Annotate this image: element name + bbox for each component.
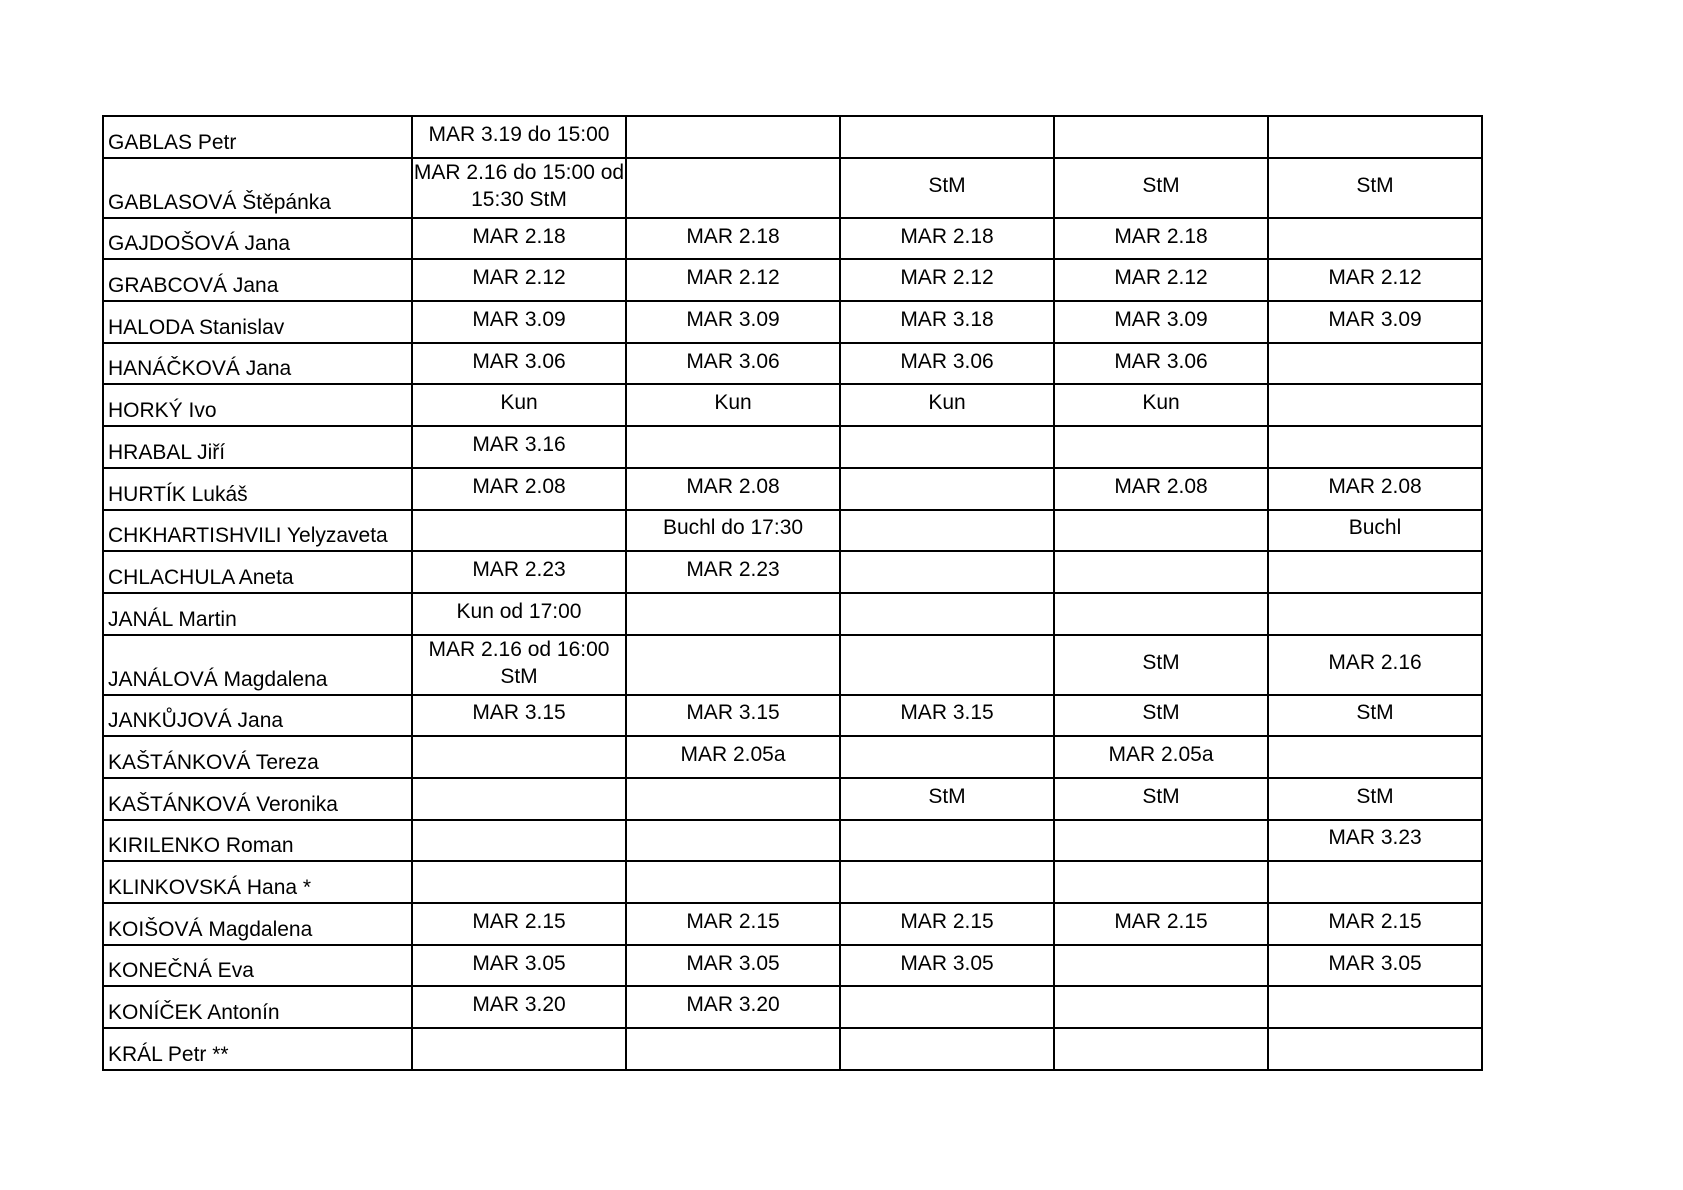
schedule-cell: MAR 2.16 od 16:00 StM <box>412 635 626 695</box>
person-name: GABLASOVÁ Štěpánka <box>103 158 412 218</box>
schedule-cell: MAR 3.05 <box>1268 945 1482 987</box>
schedule-cell: MAR 2.05a <box>1054 736 1268 778</box>
schedule-cell: Buchl <box>1268 510 1482 552</box>
schedule-cell: MAR 2.15 <box>412 903 626 945</box>
schedule-cell <box>626 158 840 218</box>
schedule-cell: MAR 2.08 <box>626 468 840 510</box>
schedule-cell: MAR 2.18 <box>626 218 840 260</box>
schedule-cell: MAR 3.05 <box>412 945 626 987</box>
schedule-cell: MAR 3.09 <box>1054 301 1268 343</box>
table-row <box>103 635 1482 695</box>
schedule-cell <box>626 820 840 862</box>
schedule-cell <box>412 861 626 903</box>
person-name: JANÁL Martin <box>103 593 412 635</box>
person-name: HALODA Stanislav <box>103 301 412 343</box>
schedule-cell: MAR 2.08 <box>1268 468 1482 510</box>
schedule-cell: MAR 2.18 <box>412 218 626 260</box>
schedule-cell: MAR 3.20 <box>412 986 626 1028</box>
schedule-cell <box>1054 510 1268 552</box>
schedule-cell <box>1268 986 1482 1028</box>
schedule-cell <box>626 593 840 635</box>
schedule-cell: MAR 2.15 <box>1054 903 1268 945</box>
person-name: KLINKOVSKÁ Hana * <box>103 861 412 903</box>
table-row <box>103 259 1482 301</box>
person-name: HORKÝ Ivo <box>103 384 412 426</box>
schedule-cell <box>626 861 840 903</box>
schedule-cell <box>840 986 1054 1028</box>
schedule-cell <box>840 116 1054 158</box>
schedule-cell <box>840 635 1054 695</box>
schedule-cell: MAR 2.12 <box>412 259 626 301</box>
schedule-cell: StM <box>1054 635 1268 695</box>
table-row <box>103 736 1482 778</box>
schedule-cell <box>626 635 840 695</box>
schedule-cell: MAR 2.23 <box>626 551 840 593</box>
table-row <box>103 861 1482 903</box>
schedule-cell <box>1268 384 1482 426</box>
schedule-cell: MAR 2.15 <box>840 903 1054 945</box>
schedule-cell: StM <box>1054 778 1268 820</box>
table-row <box>103 593 1482 635</box>
schedule-cell <box>840 468 1054 510</box>
person-name: KAŠTÁNKOVÁ Tereza <box>103 736 412 778</box>
schedule-cell <box>840 426 1054 468</box>
schedule-cell: StM <box>840 778 1054 820</box>
person-name: KOIŠOVÁ Magdalena <box>103 903 412 945</box>
schedule-cell: MAR 3.09 <box>412 301 626 343</box>
person-name: KONEČNÁ Eva <box>103 945 412 987</box>
schedule-cell: Kun <box>840 384 1054 426</box>
schedule-cell: MAR 2.12 <box>840 259 1054 301</box>
schedule-cell: Kun od 17:00 <box>412 593 626 635</box>
schedule-cell: MAR 3.16 <box>412 426 626 468</box>
person-name: GAJDOŠOVÁ Jana <box>103 218 412 260</box>
person-name: HURTÍK Lukáš <box>103 468 412 510</box>
schedule-cell <box>1054 945 1268 987</box>
schedule-cell <box>1268 1028 1482 1070</box>
table-row <box>103 218 1482 260</box>
table-row <box>103 468 1482 510</box>
schedule-cell: MAR 3.05 <box>626 945 840 987</box>
schedule-cell: MAR 3.23 <box>1268 820 1482 862</box>
schedule-cell: MAR 3.09 <box>626 301 840 343</box>
schedule-cell: MAR 2.18 <box>1054 218 1268 260</box>
schedule-table <box>102 115 1483 1071</box>
table-row <box>103 510 1482 552</box>
schedule-body <box>103 116 1482 1070</box>
schedule-cell: MAR 3.06 <box>626 343 840 385</box>
schedule-cell <box>626 426 840 468</box>
schedule-cell: Kun <box>626 384 840 426</box>
schedule-cell <box>1268 551 1482 593</box>
person-name: JANÁLOVÁ Magdalena <box>103 635 412 695</box>
schedule-cell <box>840 551 1054 593</box>
table-row <box>103 116 1482 158</box>
schedule-cell: StM <box>1054 695 1268 737</box>
schedule-cell <box>840 1028 1054 1070</box>
schedule-cell: MAR 2.08 <box>412 468 626 510</box>
schedule-cell <box>412 778 626 820</box>
schedule-cell: MAR 3.06 <box>840 343 1054 385</box>
schedule-cell <box>1054 551 1268 593</box>
schedule-cell: MAR 3.15 <box>412 695 626 737</box>
table-row <box>103 903 1482 945</box>
schedule-cell <box>840 736 1054 778</box>
table-row <box>103 778 1482 820</box>
schedule-cell <box>412 736 626 778</box>
schedule-cell <box>840 820 1054 862</box>
schedule-cell: MAR 2.05a <box>626 736 840 778</box>
schedule-cell <box>1054 593 1268 635</box>
schedule-cell <box>1268 736 1482 778</box>
schedule-cell: MAR 3.15 <box>840 695 1054 737</box>
person-name: CHLACHULA Aneta <box>103 551 412 593</box>
person-name: KRÁL Petr ** <box>103 1028 412 1070</box>
table-row <box>103 986 1482 1028</box>
table-row <box>103 820 1482 862</box>
schedule-cell: StM <box>1268 778 1482 820</box>
schedule-cell <box>626 116 840 158</box>
schedule-cell: Buchl do 17:30 <box>626 510 840 552</box>
schedule-cell <box>1268 218 1482 260</box>
schedule-cell <box>626 1028 840 1070</box>
table-row <box>103 426 1482 468</box>
person-name: CHKHARTISHVILI Yelyzaveta <box>103 510 412 552</box>
schedule-cell: Kun <box>412 384 626 426</box>
schedule-cell: MAR 2.12 <box>626 259 840 301</box>
schedule-cell <box>1054 1028 1268 1070</box>
schedule-cell: MAR 3.06 <box>1054 343 1268 385</box>
table-row <box>103 384 1482 426</box>
table-row <box>103 695 1482 737</box>
schedule-cell <box>840 861 1054 903</box>
schedule-cell <box>1268 861 1482 903</box>
table-row <box>103 1028 1482 1070</box>
schedule-cell: MAR 3.06 <box>412 343 626 385</box>
person-name: KONÍČEK Antonín <box>103 986 412 1028</box>
schedule-cell: MAR 2.08 <box>1054 468 1268 510</box>
person-name: GRABCOVÁ Jana <box>103 259 412 301</box>
schedule-cell <box>840 593 1054 635</box>
schedule-cell: MAR 2.16 do 15:00 od 15:30 StM <box>412 158 626 218</box>
schedule-cell: MAR 3.09 <box>1268 301 1482 343</box>
table-row <box>103 301 1482 343</box>
person-name: HRABAL Jiří <box>103 426 412 468</box>
person-name: GABLAS Petr <box>103 116 412 158</box>
schedule-cell <box>412 1028 626 1070</box>
schedule-cell <box>1268 593 1482 635</box>
schedule-cell: MAR 3.18 <box>840 301 1054 343</box>
schedule-cell <box>1054 986 1268 1028</box>
schedule-cell <box>1054 820 1268 862</box>
schedule-cell: StM <box>1268 695 1482 737</box>
schedule-cell <box>1054 116 1268 158</box>
table-row <box>103 343 1482 385</box>
person-name: JANKŮJOVÁ Jana <box>103 695 412 737</box>
schedule-cell: MAR 2.12 <box>1268 259 1482 301</box>
schedule-cell <box>1268 116 1482 158</box>
schedule-cell: MAR 2.15 <box>626 903 840 945</box>
table-row <box>103 945 1482 987</box>
schedule-cell <box>412 510 626 552</box>
schedule-cell: StM <box>1054 158 1268 218</box>
person-name: KIRILENKO Roman <box>103 820 412 862</box>
schedule-cell: MAR 2.23 <box>412 551 626 593</box>
schedule-cell: MAR 2.16 <box>1268 635 1482 695</box>
schedule-cell <box>1054 861 1268 903</box>
schedule-cell: Kun <box>1054 384 1268 426</box>
schedule-cell <box>1268 343 1482 385</box>
schedule-cell <box>1054 426 1268 468</box>
person-name: HANÁČKOVÁ Jana <box>103 343 412 385</box>
table-row <box>103 551 1482 593</box>
schedule-cell: StM <box>840 158 1054 218</box>
schedule-cell <box>412 820 626 862</box>
schedule-cell: MAR 3.19 do 15:00 <box>412 116 626 158</box>
schedule-cell: MAR 3.15 <box>626 695 840 737</box>
schedule-cell: MAR 3.05 <box>840 945 1054 987</box>
schedule-cell <box>1268 426 1482 468</box>
schedule-cell <box>840 510 1054 552</box>
table-row <box>103 158 1482 218</box>
schedule-cell: MAR 2.12 <box>1054 259 1268 301</box>
schedule-cell: MAR 3.20 <box>626 986 840 1028</box>
person-name: KAŠTÁNKOVÁ Veronika <box>103 778 412 820</box>
schedule-cell <box>626 778 840 820</box>
schedule-cell: MAR 2.18 <box>840 218 1054 260</box>
schedule-cell: StM <box>1268 158 1482 218</box>
schedule-cell: MAR 2.15 <box>1268 903 1482 945</box>
